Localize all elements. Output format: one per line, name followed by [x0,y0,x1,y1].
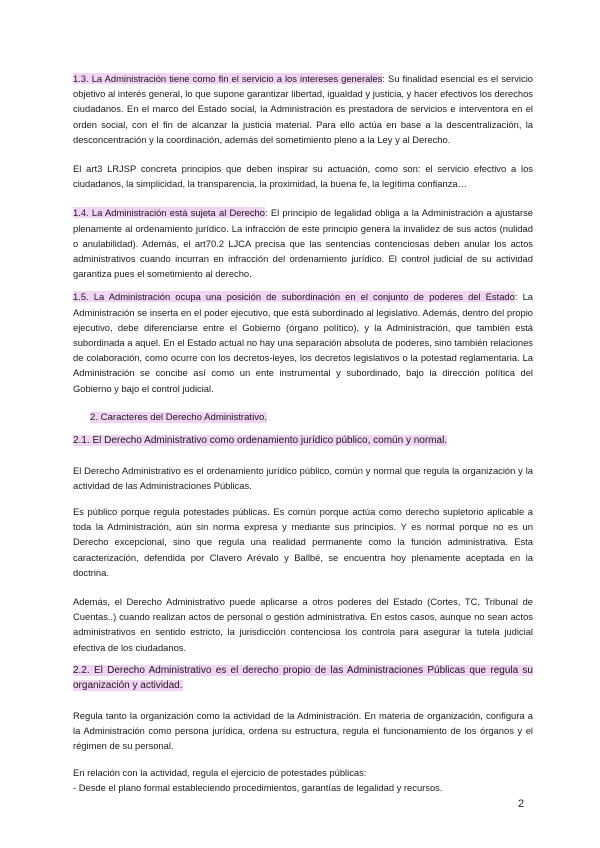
list-item-plano-formal: - Desde el plano formal estableciendo procedimientos, garantías de legalidad y recursos. [73,781,443,793]
paragraph-text: : Su finalidad esencial es el servicio objetivo al interés general, lo que supone garantizar libertad, igualdad y justicia, y hacer efectivos los derechos ciudadanos. En el marco del Estado social, la Administración es prestadora de servicios e interventora en el orden social, con el fin de alcanzar la justicia material. Para ello actúa en base a la descentralización, la desconcentración y la coordinación, además del sometimiento pleno a la Ley y al Derecho. [73,73,533,145]
highlighted-lead-1-3: 1.3. La Administración tiene como fin el servicio a los intereses generales [73,73,383,84]
paragraph-1-3 [73,71,533,147]
paragraph-otros-poderes: Además, el Derecho Administrativo puede aplicarse a otros poderes del Estado (Cortes, TC, Tribunal de Cuentas..) cuando realizan actos de personal o gestión administrativa. En estos casos, aunque no sean actos administrativos en sentido estricto, la jurisdicción contenciosa los controla para asegurar la tutela judicial efectiva de los ciudadanos. [73,596,533,653]
paragraph-text: : El principio de legalidad obliga a la Administración a ajustarse plenamente al ordenamiento jurídico. La infracción de este principio genera la invalidez de sus actos (nulidad o anulabilidad). Además, el art70.2 LJCA precisa que las sentencias contenciosas deben anular los actos administrativos cuando incurran en infracción del ordenamiento jurídico. El control judicial de su actividad garantiza pues el sometimiento al derecho. [73,207,533,280]
paragraph-1-4 [73,205,533,281]
paragraph-organizacion: Regula tanto la organización como la actividad de la Administración. En materia de organización, configura a la Administración como persona jurídica, ordena su estructura, regula el funcionamiento de los órganos y el régimen de su personal. [73,710,533,752]
paragraph-art3-lrjsp: El art3 LRJSP concreta principios que deben inspirar su actuación, como son: el servicio efectivo a los ciudadanos, la simplicidad, la transparencia, la proximidad, la buena fe, la legítima confianza… [73,163,533,190]
paragraph-text: : La Administración se inserta en el poder ejecutivo, que está subordinado al legislativo. Además, dentro del propio ejecutivo, debe diferenciarse entre el Gobierno (órgano político), y la Administración, que también está subordinada a aquel. En el Estado actual no hay una separación absoluta de poderes, sino también relaciones de colaboración, como ocurre con los decretos-leyes, los decretos legislativos o la potestad reglamentaria. La Administración se concibe así como un ente instrumental y subordinado, bajo la dirección política del Gobierno y bajo el control judicial. [73,291,533,394]
paragraph-actividad-intro: En relación con la actividad, regula el ejercicio de potestades públicas: [73,766,367,778]
highlighted-lead-1-4: 1.4. La Administración está sujeta al Derecho [73,207,265,219]
paragraph-1-5 [73,289,533,395]
page-body [73,71,533,795]
section-2-heading: 2. Caracteres del Derecho Administrativo. [90,411,268,423]
highlighted-lead-1-5: 1.5. La Administración ocupa una posición de subordinación en el conjunto de poderes del Estado [73,291,515,303]
paragraph-caracteres: Es público porque regula potestades públicas. Es común porque actúa como derecho supletorio aplicable a toda la Administración, aún sin norma expresa y mediante sus principios. Y es normal porque no es un Derecho excepcional, sino que regula una realidad permanente como la función administrativa. Esta caracterización, defendida por Clavero Arévalo y Ballbé, se encuentra hoy plenamente aceptada en la doctrina. [73,506,533,578]
page-number: 2 [518,798,525,810]
paragraph-definition: El Derecho Administrativo es el ordenamiento jurídico público, común y normal que regula la organización y la actividad de las Administraciones Públicas. [73,464,533,491]
subheading-2-1: 2.1. El Derecho Administrativo como ordenamiento jurídico público, común y normal. [73,435,448,447]
subheading-2-2: 2.2. El Derecho Administrativo es el derecho propio de las Administraciones Públicas que regula su organización y actividad. [73,664,533,692]
